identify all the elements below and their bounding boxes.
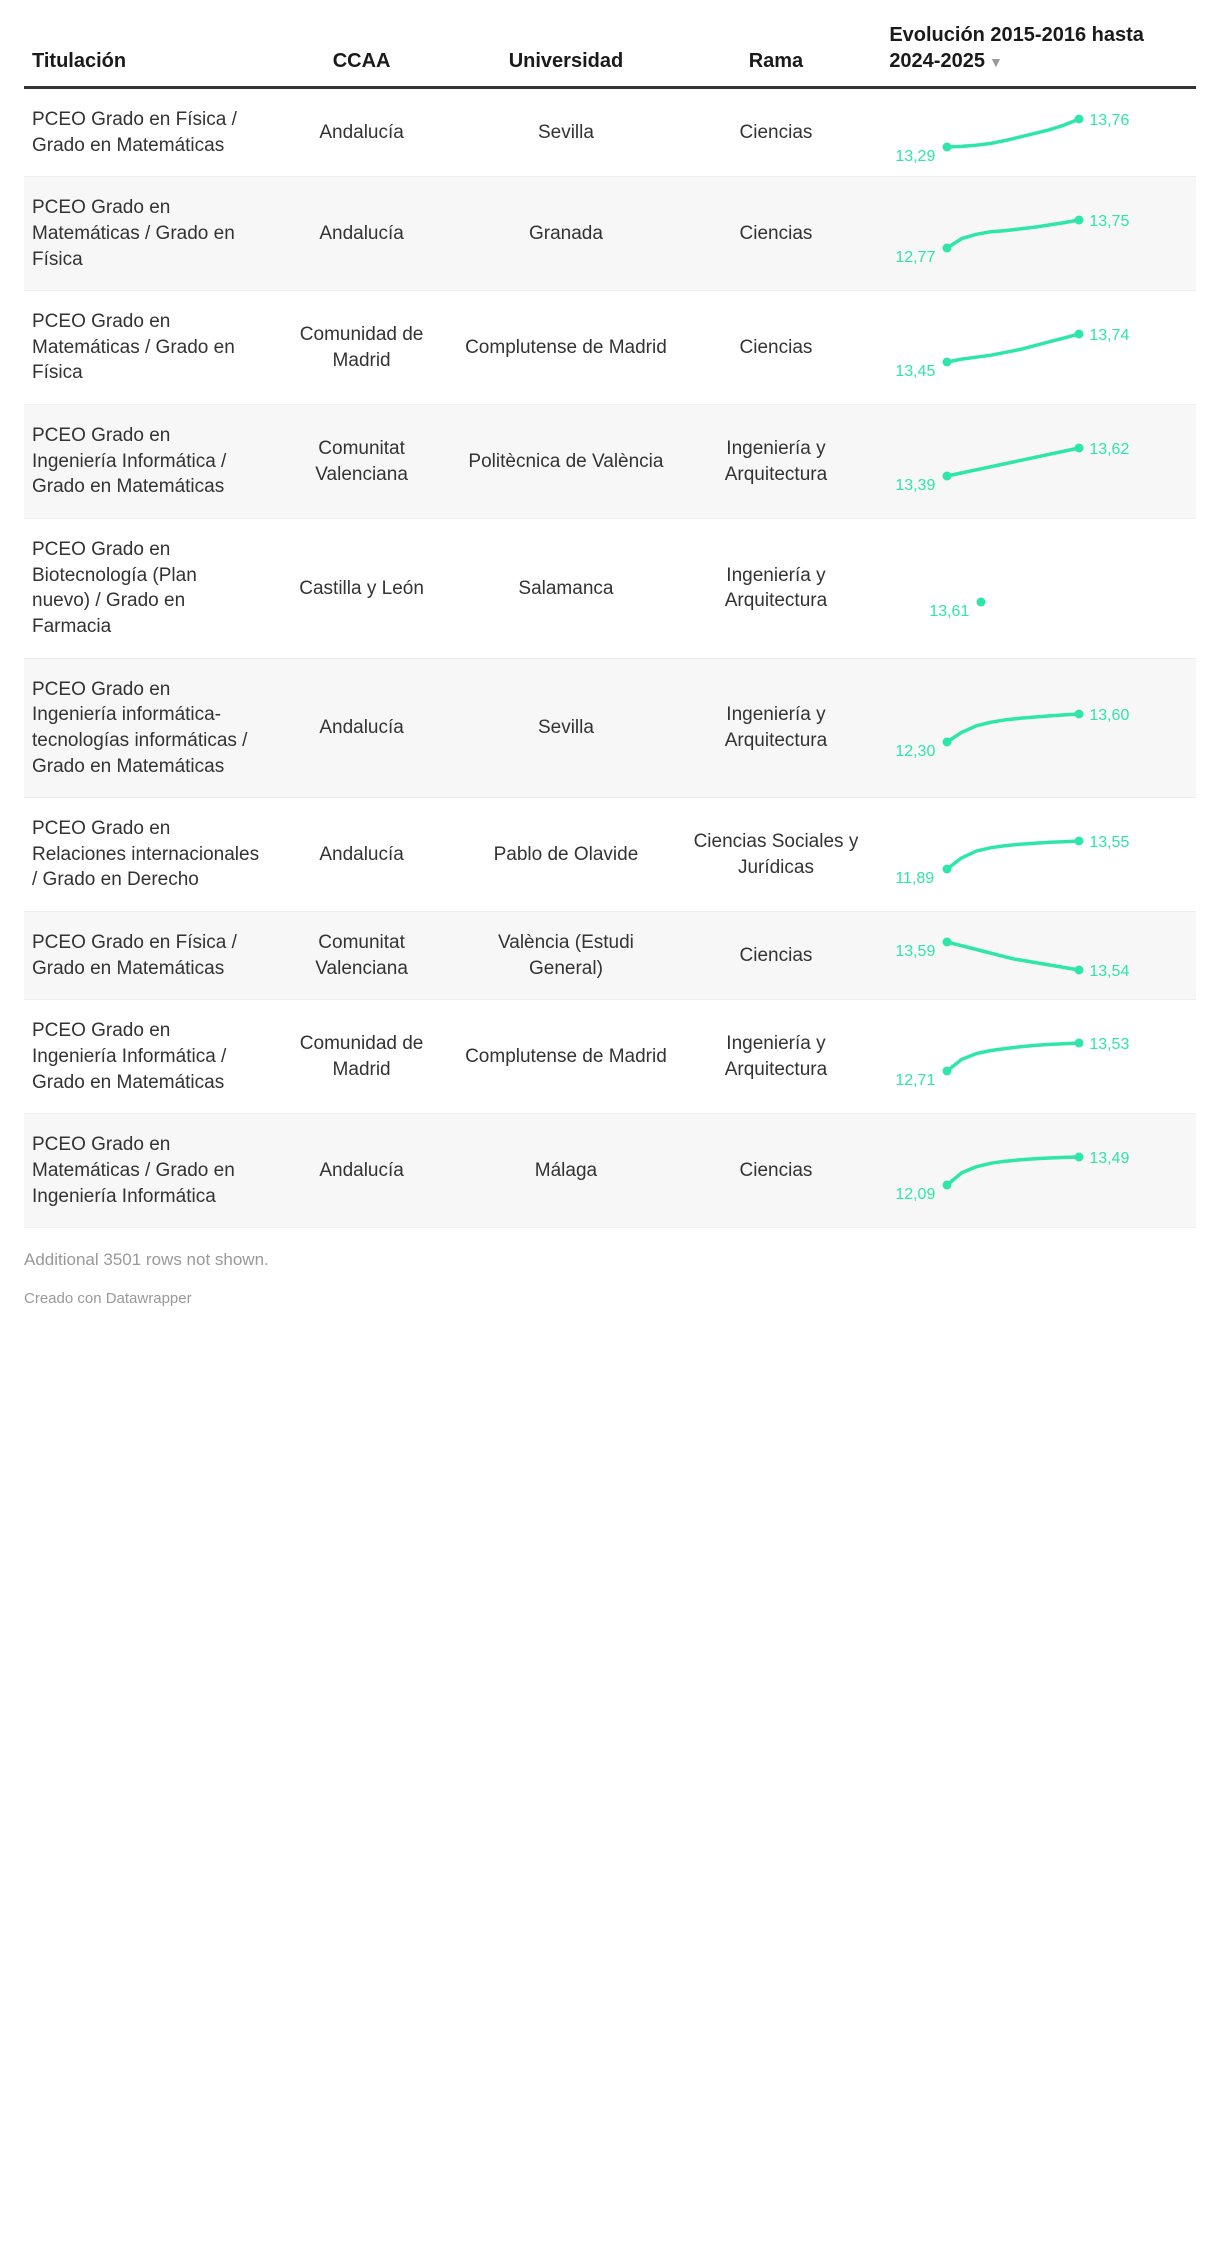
table-row bbox=[24, 405, 1196, 519]
cell-ccaa: Andalucía bbox=[319, 717, 404, 739]
cell-ccaa: Andalucía bbox=[319, 222, 404, 244]
cell-universidad: València (Estudi General) bbox=[498, 932, 634, 979]
cell-evolucion bbox=[875, 405, 1196, 519]
sparkline bbox=[885, 1029, 1137, 1089]
sparkline-end-dot bbox=[1075, 215, 1084, 224]
cell-rama: Ingeniería y Arquitectura bbox=[724, 437, 828, 485]
column-header-ccaa-label: CCAA bbox=[332, 50, 391, 72]
sparkline-start-value: 12,71 bbox=[895, 1071, 936, 1089]
table-row bbox=[24, 519, 1196, 659]
sparkline bbox=[885, 700, 1137, 760]
sparkline-start-value: 13,39 bbox=[895, 476, 936, 494]
cell-rama: Ciencias Sociales y Jurídicas bbox=[693, 830, 859, 878]
sparkline-path bbox=[947, 220, 1079, 248]
sparkline bbox=[885, 827, 1137, 887]
sparkline-start-value: 12,09 bbox=[895, 1185, 936, 1203]
cell-universidad: Pablo de Olavide bbox=[493, 843, 639, 865]
sparkline-start-dot bbox=[977, 598, 986, 607]
sparkline-end-dot bbox=[1075, 836, 1084, 845]
column-header-rama-label: Rama bbox=[748, 50, 804, 72]
column-header-titulacion[interactable] bbox=[24, 22, 268, 88]
sparkline-start-dot bbox=[943, 937, 952, 946]
cell-rama: Ingeniería y Arquitectura bbox=[724, 1033, 828, 1080]
table-row bbox=[24, 291, 1196, 405]
column-header-titulacion-label: Titulación bbox=[32, 50, 127, 72]
sparkline bbox=[885, 206, 1137, 266]
cell-ccaa: Castilla y León bbox=[299, 577, 424, 599]
column-header-rama[interactable] bbox=[677, 22, 876, 88]
cell-titulacion: PCEO Grado en Biotecnología (Plan nuevo) / Grado en Farmacia bbox=[32, 539, 197, 637]
sparkline bbox=[885, 560, 1137, 621]
additional-rows-note: Additional 3501 rows not shown. bbox=[24, 1250, 269, 1270]
sparkline-end-value: 13,60 bbox=[1089, 706, 1130, 724]
sparkline-end-value: 13,62 bbox=[1089, 440, 1130, 458]
cell-titulacion: PCEO Grado en Ingeniería Informática / Grado en Matemáticas bbox=[32, 1020, 227, 1093]
table-row bbox=[24, 88, 1196, 177]
sparkline-start-value: 11,89 bbox=[895, 869, 935, 887]
sparkline-path bbox=[947, 119, 1079, 147]
sparkline-end-value: 13,75 bbox=[1089, 212, 1130, 230]
sparkline-end-value: 13,53 bbox=[1089, 1035, 1130, 1053]
cell-evolucion bbox=[875, 658, 1196, 798]
sparkline-start-value: 13,45 bbox=[895, 362, 936, 380]
table-row bbox=[24, 798, 1196, 912]
sparkline-end-dot bbox=[1075, 1152, 1084, 1161]
sparkline-start-value: 13,61 bbox=[929, 603, 970, 621]
cell-ccaa: Comunidad de Madrid bbox=[299, 1033, 424, 1080]
sparkline bbox=[885, 1143, 1137, 1203]
sparkline bbox=[885, 434, 1137, 494]
table-row bbox=[24, 1114, 1196, 1228]
column-header-evolucion[interactable] bbox=[875, 22, 1196, 88]
sparkline bbox=[885, 320, 1137, 380]
cell-ccaa: Comunitat Valenciana bbox=[315, 437, 408, 485]
column-header-ccaa[interactable] bbox=[268, 22, 455, 88]
sparkline-start-dot bbox=[943, 1066, 952, 1075]
cell-rama: Ingeniería y Arquitectura bbox=[724, 704, 828, 751]
sparkline-path bbox=[947, 942, 1079, 970]
sparkline-end-value: 13,54 bbox=[1089, 962, 1130, 980]
sparkline-path bbox=[947, 1157, 1079, 1185]
sparkline-end-dot bbox=[1075, 443, 1084, 452]
sparkline-end-dot bbox=[1075, 1038, 1084, 1047]
sparkline-end-dot bbox=[1075, 114, 1084, 123]
table-row bbox=[24, 1000, 1196, 1114]
rankings-table bbox=[24, 22, 1196, 1228]
table-row bbox=[24, 177, 1196, 291]
cell-titulacion: PCEO Grado en Física / Grado en Matemáticas bbox=[32, 932, 237, 979]
cell-titulacion: PCEO Grado en Matemáticas / Grado en Ingeniería Informática bbox=[32, 1134, 235, 1207]
cell-universidad: Sevilla bbox=[537, 121, 594, 143]
cell-evolucion bbox=[875, 177, 1196, 291]
sparkline-start-value: 12,77 bbox=[895, 248, 936, 266]
cell-rama: Ciencias bbox=[739, 944, 813, 966]
cell-titulacion: PCEO Grado en Matemáticas / Grado en Física bbox=[32, 311, 235, 384]
sparkline-path bbox=[947, 334, 1079, 362]
sparkline-start-dot bbox=[943, 357, 952, 366]
cell-evolucion bbox=[875, 519, 1196, 659]
sparkline-start-dot bbox=[943, 737, 952, 746]
datawrapper-credit: Creado con Datawrapper bbox=[24, 1290, 192, 1308]
table-body bbox=[24, 88, 1196, 1228]
cell-evolucion bbox=[875, 798, 1196, 912]
column-header-evolucion-label: Evolución 2015-2016 hasta 2024-2025 bbox=[889, 24, 1144, 72]
sparkline-path bbox=[947, 448, 1079, 476]
cell-rama: Ciencias bbox=[739, 222, 813, 244]
cell-ccaa: Comunidad de Madrid bbox=[299, 324, 424, 371]
cell-evolucion bbox=[875, 1114, 1196, 1228]
cell-evolucion bbox=[875, 88, 1196, 177]
cell-titulacion: PCEO Grado en Física / Grado en Matemáticas bbox=[32, 109, 237, 156]
sparkline-start-value: 13,29 bbox=[895, 147, 936, 165]
sparkline-start-value: 13,59 bbox=[895, 942, 936, 960]
cell-ccaa: Andalucía bbox=[319, 843, 404, 865]
cell-rama: Ciencias bbox=[739, 121, 813, 143]
cell-ccaa: Comunitat Valenciana bbox=[315, 932, 408, 979]
cell-universidad: Complutense de Madrid bbox=[465, 336, 667, 358]
sparkline bbox=[885, 105, 1137, 165]
sparkline-end-value: 13,74 bbox=[1089, 326, 1130, 344]
cell-universidad: Málaga bbox=[534, 1159, 598, 1181]
sparkline-path bbox=[947, 841, 1079, 869]
cell-universidad: Politècnica de València bbox=[468, 450, 664, 472]
sparkline-path bbox=[947, 714, 1079, 742]
cell-rama: Ingeniería y Arquitectura bbox=[724, 564, 828, 612]
cell-titulacion: PCEO Grado en Ingeniería Informática / Grado en Matemáticas bbox=[32, 425, 227, 498]
sparkline-end-dot bbox=[1075, 329, 1084, 338]
sparkline-end-value: 13,49 bbox=[1089, 1149, 1130, 1167]
top-spacer bbox=[24, 0, 1196, 22]
sparkline-end-dot bbox=[1075, 709, 1084, 718]
cell-universidad: Granada bbox=[528, 222, 603, 244]
cell-titulacion: PCEO Grado en Matemáticas / Grado en Física bbox=[32, 197, 235, 270]
cell-universidad: Sevilla bbox=[537, 717, 594, 739]
cell-ccaa: Andalucía bbox=[319, 1159, 404, 1181]
table-row bbox=[24, 912, 1196, 1000]
header-row bbox=[24, 22, 1196, 88]
sparkline-start-dot bbox=[943, 471, 952, 480]
sparkline-svg bbox=[885, 560, 1137, 616]
cell-universidad: Salamanca bbox=[518, 577, 614, 599]
sparkline-start-dot bbox=[943, 864, 952, 873]
cell-titulacion: PCEO Grado en Relaciones internacionales / Grado en Derecho bbox=[32, 818, 260, 891]
table-header bbox=[24, 22, 1196, 88]
cell-universidad: Complutense de Madrid bbox=[465, 1046, 667, 1068]
sparkline-start-value: 12,30 bbox=[895, 742, 936, 760]
cell-evolucion bbox=[875, 1000, 1196, 1114]
cell-rama: Ciencias bbox=[739, 336, 813, 358]
cell-evolucion bbox=[875, 912, 1196, 1000]
cell-titulacion: PCEO Grado en Ingeniería informática-tecnologías informáticas / Grado en Matemáticas bbox=[32, 678, 248, 777]
column-header-universidad[interactable] bbox=[455, 22, 676, 88]
table-row bbox=[24, 658, 1196, 798]
sparkline-end-value: 13,55 bbox=[1089, 833, 1130, 851]
cell-evolucion bbox=[875, 291, 1196, 405]
cell-rama: Ciencias bbox=[739, 1159, 813, 1181]
sparkline-start-dot bbox=[943, 243, 952, 252]
sort-descending-icon[interactable]: ▼ bbox=[988, 54, 1003, 70]
sparkline-start-dot bbox=[943, 142, 952, 151]
sparkline-end-value: 13,76 bbox=[1089, 111, 1130, 129]
sparkline bbox=[885, 928, 1137, 984]
sparkline-start-dot bbox=[943, 1180, 952, 1189]
cell-ccaa: Andalucía bbox=[319, 121, 404, 143]
sparkline-path bbox=[947, 1043, 1079, 1071]
sparkline-end-dot bbox=[1075, 965, 1084, 974]
column-header-universidad-label: Universidad bbox=[508, 50, 624, 72]
